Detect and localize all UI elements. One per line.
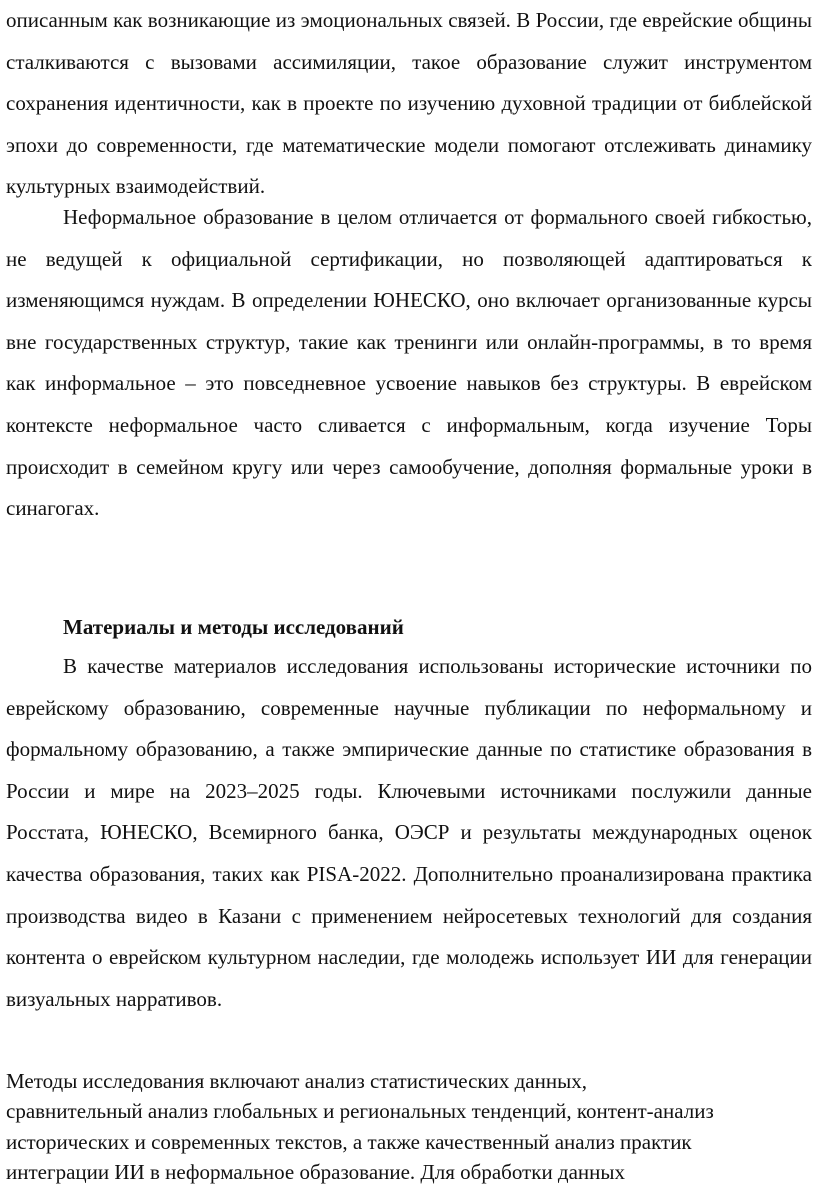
paragraph-4-line: Методы исследования включают анализ статистических данных,: [6, 1069, 587, 1093]
paragraph-3: В качестве материалов исследования использованы исторические источники по еврейскому образованию, современные научные публикации по неформальному и формальному образованию, а также эмпирические данные по статистике образования в России и мире на 2023–2025 годы. Ключевыми источниками послужили данные Росстата, ЮНЕСКО, Всемирного банка, ОЭСР и результаты международных оценок качества образования, таких как PISA-2022. Дополнительно проанализирована практика производства видео в Казани с применением нейросетевых технологий для создания контента о еврейском культурном наследии, где молодежь использует ИИ для генерации визуальных нарративов.: [6, 654, 812, 1011]
paragraph-4: [6, 1066, 812, 1187]
paragraph-4-line: интеграции ИИ в неформальное образование. Для обработки данных: [6, 1159, 626, 1184]
paragraph-1: описанным как возникающие из эмоциональных связей. В России, где еврейские общины сталкиваются с вызовами ассимиляции, такое образование служит инструментом сохранения идентичности, как в проекте по изучению духовной традиции от библейской эпохи до современности, где математические модели помогают отслеживать динамику культурных взаимодействий.: [6, 8, 812, 199]
paragraph-4-line: сравнительный анализ глобальных и региональных тенденций, контент-анализ: [6, 1099, 714, 1124]
paragraph-2: Неформальное образование в целом отличается от формального своей гибкостью, не ведущей к официальной сертификации, но позволяющей адаптироваться к изменяющимся нуждам. В определении ЮНЕСКО, оно включает организованные курсы вне государственных структур, такие как тренинги или онлайн-программы, в то время как информальное – это повседневное усвоение навыков без структуры. В еврейском контексте неформальное часто сливается с информальным, когда изучение Торы происходит в семейном кругу или через самообучение, дополняя формальные уроки в синагогах.: [6, 205, 812, 521]
paragraph-4-line: исторических и современных текстов, а также качественный анализ практик: [6, 1129, 692, 1154]
section-heading: Материалы и методы исследований: [63, 615, 404, 639]
